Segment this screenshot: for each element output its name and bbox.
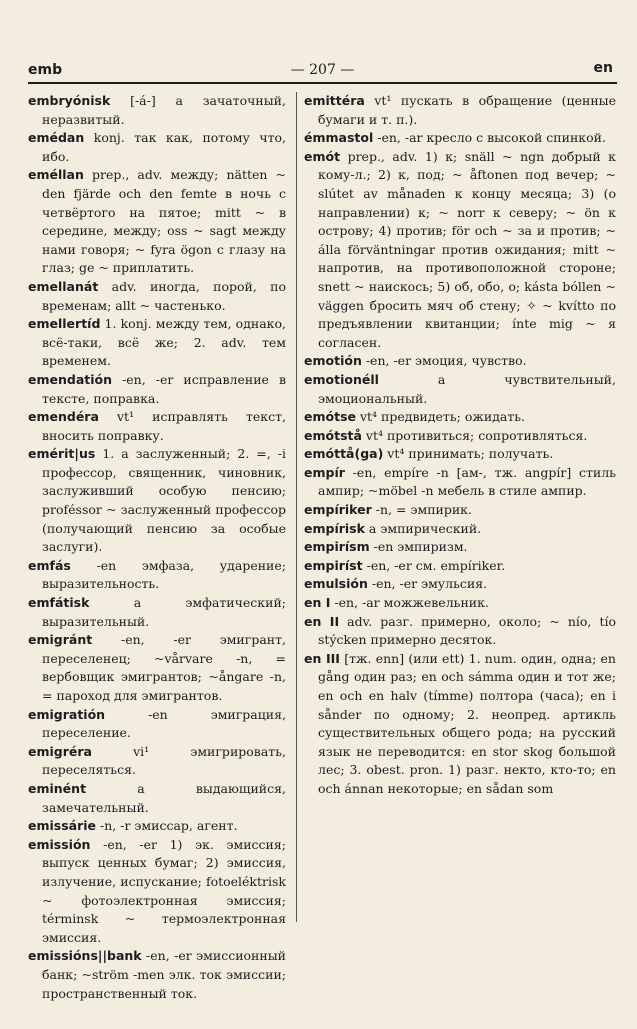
header-first-word: emb <box>28 62 63 78</box>
entry-definition: prep., adv. 1) к; snäll ~ ngn добрый к кому-л.; 2) к, под; ~ åftonen под вечер; ~ slútet av månaden к концу месяца; 3) (о направлении) к; ~ norr к северу; ~ ön к острову; 4) против; för och ~ за и против; ~ álla förväntningar против ожидания; mitt ~ напротив, на противоположной стороне; snett ~ наискось; 5) об, обо, о; kásta bóllen ~ väggen бросить мяч об стену; ✧ ~ kvítto по предъявлении квитанции; ínte mig ~ я согласен. <box>318 148 616 350</box>
dictionary-entry <box>28 315 286 371</box>
dictionary-entry <box>28 780 286 817</box>
dictionary-entry <box>28 92 286 129</box>
entry-headword: empíriker <box>304 502 372 518</box>
entry-definition: -en, -er эмиссионный банк; ~ström -men элк. ток эмиссии; пространственный ток. <box>42 948 286 1001</box>
entry-definition: -n, -r эмиссар, агент. <box>100 818 238 834</box>
entry-headword: empírisk <box>304 520 365 536</box>
dictionary-entry <box>304 594 616 613</box>
entry-headword: en III <box>304 650 340 666</box>
entry-headword: emót <box>304 148 341 164</box>
entry-definition: vi¹ эмигрировать, переселяться. <box>42 743 286 778</box>
dictionary-entry <box>304 427 616 446</box>
dictionary-entry <box>28 278 286 315</box>
entry-definition: -en, -er эмигрант, переселенец; ~vårvare -n, = вербовщик эмигрантов; ~ångare -n, = пароход для эмигрантов. <box>42 632 286 703</box>
dictionary-entry <box>28 817 286 836</box>
entry-headword: empirísm <box>304 539 370 555</box>
dictionary-entry <box>28 947 286 1003</box>
dictionary-entry <box>304 464 616 501</box>
entry-definition: vt⁴ противиться; сопротивляться. <box>365 427 588 443</box>
entry-headword: emissións||bank <box>28 948 142 964</box>
entry-definition: adv. иногда, порой, по временам; allt ~ частенько. <box>42 278 286 313</box>
entry-definition: -en, -ar можжевельник. <box>334 595 489 611</box>
dictionary-entry <box>304 575 616 594</box>
header-last-word: en <box>593 60 613 76</box>
entry-headword: emellertíd <box>28 316 101 332</box>
entry-definition: a чувствительный, эмоциональный. <box>318 371 616 406</box>
entry-definition: vt⁴ предвидеть; ожидать. <box>359 409 526 425</box>
dictionary-entry <box>304 501 616 520</box>
dictionary-entry <box>28 557 286 594</box>
dictionary-entry <box>304 408 616 427</box>
dictionary-entry <box>28 445 286 557</box>
dictionary-entry <box>304 129 616 148</box>
entry-definition: -n, = эмпирик. <box>375 502 472 518</box>
entry-definition: 1. a заслуженный; 2. =, -i профессор, священник, чиновник, заслуживший особую пенсию; proféssor ~ заслуженный профессор (получающий пенсию за особые заслуги). <box>42 446 286 555</box>
entry-headword: en II <box>304 613 340 629</box>
entry-headword: emédan <box>28 130 85 146</box>
dictionary-entry <box>304 148 616 353</box>
entry-definition: -en, -er исправление в тексте, поправка. <box>42 371 286 406</box>
entry-definition: 1. konj. между тем, однако, всё-таки, всё же; 2. adv. тем временем. <box>42 316 286 369</box>
entry-definition: a выдающийся, замечательный. <box>42 780 286 815</box>
entry-definition: a эмпирический. <box>368 520 482 536</box>
entry-definition: -en эмфаза, ударение; выразительность. <box>42 557 286 592</box>
entry-headword: emigránt <box>28 632 93 648</box>
dictionary-entry <box>28 594 286 631</box>
dictionary-entry <box>304 650 616 799</box>
column-divider <box>296 92 297 922</box>
left-column <box>28 92 286 1003</box>
entry-definition: [-á-] a зачаточный, неразвитый. <box>42 93 286 127</box>
dictionary-entry <box>304 92 616 129</box>
dictionary-entry <box>28 631 286 705</box>
dictionary-entry <box>28 371 286 408</box>
dictionary-entry <box>28 743 286 780</box>
entry-headword: en I <box>304 595 331 611</box>
entry-headword: emendéra <box>28 409 99 425</box>
entry-definition: -en, -er см. empíriker. <box>366 557 506 573</box>
entry-headword: emigréra <box>28 743 92 759</box>
dictionary-entry <box>304 445 616 464</box>
dictionary-entry <box>304 538 616 557</box>
right-column <box>304 92 616 799</box>
entry-headword: emigratión <box>28 706 106 722</box>
entry-headword: emotionéll <box>304 371 379 387</box>
entry-headword: emittéra <box>304 93 365 108</box>
entry-headword: emfátisk <box>28 595 90 611</box>
entry-definition: -en, -er эмульсия. <box>371 576 488 592</box>
entry-definition: prep., adv. между; nätten ~ den fjärde och den femte в ночь с четвёртого на пятое; mitt ~ в середине, между; oss ~ sagt между нами говоря; ~ fyra ögon с глазу на глаз; ge ~ приплатить. <box>42 167 286 276</box>
entry-headword: emfás <box>28 557 71 573</box>
entry-headword: emissión <box>28 836 91 852</box>
entry-headword: emótse <box>304 409 356 425</box>
dictionary-entry <box>304 613 616 650</box>
entry-headword: emissárie <box>28 818 97 834</box>
entry-headword: emulsión <box>304 576 368 592</box>
entry-definition: vt¹ исправлять текст, вносить поправку. <box>42 409 286 443</box>
entry-headword: eméllan <box>28 167 84 183</box>
entry-headword: emótstå <box>304 427 362 443</box>
entry-headword: empír <box>304 464 345 480</box>
entry-headword: emotión <box>304 353 362 369</box>
dictionary-entry <box>28 836 286 948</box>
entry-definition: adv. разг. примерно, около; ~ nío, tío stýcken примерно десяток. <box>318 613 616 648</box>
dictionary-entry <box>304 371 616 408</box>
entry-headword: embryónisk <box>28 93 111 108</box>
dictionary-entry <box>304 557 616 576</box>
dictionary-entry <box>28 166 286 278</box>
page-header <box>28 60 617 82</box>
entry-definition: a эмфатический; выразительный. <box>42 595 286 629</box>
entry-definition: vt¹ пускать в обращение (ценные бумаги и т. п.). <box>318 93 616 127</box>
entry-definition: [тж. enn] (или ett) 1. num. один, одна; en gång один раз; en och sámma один и тот же; en och en halv (tímme) полтора (часа); en i sånder по одному; 2. неопред. артикль существительных общего рода; на русский язык не переводится: en stor skog большой лес; 3. obest. pron. 1) разг. некто, кто-то; en och ánnan некоторые; en sådan som <box>318 650 616 796</box>
page-number: — 207 — <box>290 62 355 78</box>
entry-headword: emérit|us <box>28 446 96 462</box>
entry-definition: -en, -ar кресло с высокой спинкой. <box>377 130 606 146</box>
entry-headword: emellanát <box>28 278 99 294</box>
dictionary-entry <box>304 352 616 371</box>
entry-definition: -en, -er 1) эк. эмиссия; выпуск ценных бумаг; 2) эмиссия, излучение, испускание; fotoeléktrisk ~ фотоэлектронная эмиссия; términsk ~ термоэлектронная эмиссия. <box>42 836 286 945</box>
entry-headword: empiríst <box>304 557 363 573</box>
entry-headword: emóttå(ga) <box>304 446 384 462</box>
entry-definition: -en, -er эмоция, чувство. <box>365 353 527 369</box>
dictionary-entry <box>304 520 616 539</box>
dictionary-entry <box>28 408 286 445</box>
header-rule <box>28 82 617 84</box>
entry-headword: eminént <box>28 780 87 796</box>
entry-definition: -en, empíre -n [ам-, тж. angpír] стиль ампир; ~möbel -n мебель в стиле ампир. <box>318 464 616 499</box>
entry-headword: emendatión <box>28 371 113 387</box>
dictionary-entry <box>28 129 286 166</box>
dictionary-entry <box>28 706 286 743</box>
entry-definition: -en эмпиризм. <box>373 539 468 555</box>
entry-definition: -en эмиграция, переселение. <box>42 706 286 741</box>
entry-headword: émmastol <box>304 130 374 146</box>
entry-definition: konj. так как, потому что, ибо. <box>42 130 286 164</box>
entry-definition: vt⁴ принимать; получать. <box>387 446 554 462</box>
